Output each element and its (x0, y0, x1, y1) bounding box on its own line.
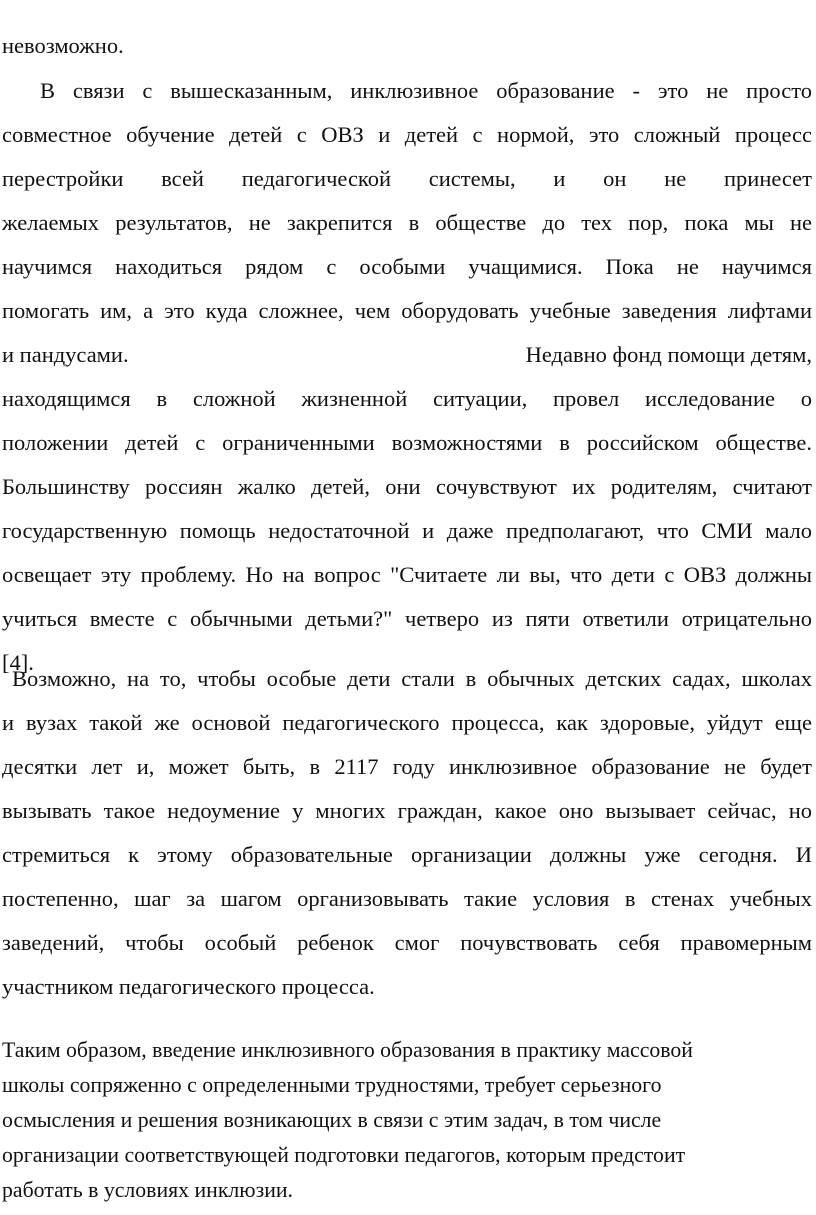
text-line: находящимся в сложной жизненной ситуации, провел исследование о (2, 386, 812, 411)
text-line: государственную помощь недостаточной и даже предполагают, что СМИ мало (2, 518, 812, 543)
text-fragment-left: и пандусами. (2, 342, 129, 367)
text-line-split (2, 333, 812, 377)
text-line: десятки лет и, может быть, в 2117 году инклюзивное образование не будет (2, 754, 812, 779)
text-line: постепенно, шаг за шагом организовывать такие условия в стенах учебных (2, 886, 812, 911)
paragraph-future-outlook (2, 657, 812, 1009)
text-line: участником педагогического процесса. (2, 974, 375, 999)
text-line: заведений, чтобы особый ребенок смог почувствовать себя правомерным (2, 930, 812, 955)
text-line: Возможно, на то, чтобы особые дети стали в обычных детских садах, школах (12, 666, 812, 691)
text-line: осмысления и решения возникающих в связи с этим задач, в том числе (2, 1108, 662, 1132)
paragraph-inclusive-education (2, 69, 812, 685)
text-line: [4]. (2, 650, 34, 675)
text-line: помогать им, а это куда сложнее, чем оборудовать учебные заведения лифтами (2, 298, 812, 323)
text-line: желаемых результатов, не закрепится в обществе до тех пор, пока мы не (2, 210, 812, 235)
text-line: вызывать такое недоумение у многих граждан, какое оно вызывает сейчас, но (2, 798, 812, 823)
text-fragment-right: Недавно фонд помощи детям, (525, 342, 812, 367)
text-line: научимся находиться рядом с особыми учащимися. Пока не научимся (2, 254, 812, 279)
text-line: стремиться к этому образовательные организации должны уже сегодня. И (2, 842, 812, 867)
text-line: Таким образом, введение инклюзивного образования в практику массовой (2, 1038, 693, 1062)
text-line: школы сопряженно с определенными трудностями, требует серьезного (2, 1073, 662, 1097)
text-line: невозможно. (2, 33, 124, 58)
paragraph-continuation (2, 24, 812, 68)
text-line: работать в условиях инклюзии. (2, 1178, 293, 1202)
text-line: Большинству россиян жалко детей, они сочувствуют их родителям, считают (2, 474, 812, 499)
text-line: совместное обучение детей с ОВЗ и детей с нормой, это сложный процесс (2, 122, 812, 147)
text-line: учиться вместе с обычными детьми?" четверо из пяти ответили отрицательно (2, 606, 812, 631)
text-line: и вузах такой же основой педагогического процесса, как здоровые, уйдут еще (2, 710, 812, 735)
text-line: положении детей с ограниченными возможностями в российском обществе. (2, 430, 812, 455)
paragraph-conclusion (2, 1033, 792, 1208)
text-line: освещает эту проблему. Но на вопрос "Считаете ли вы, что дети с ОВЗ должны (2, 562, 812, 587)
text-line: перестройки всей педагогической системы, и он не принесет (2, 166, 812, 191)
text-line: В связи с вышесказанным, инклюзивное образование - это не просто (40, 78, 812, 103)
text-line: организации соответствующей подготовки педагогов, которым предстоит (2, 1143, 686, 1167)
